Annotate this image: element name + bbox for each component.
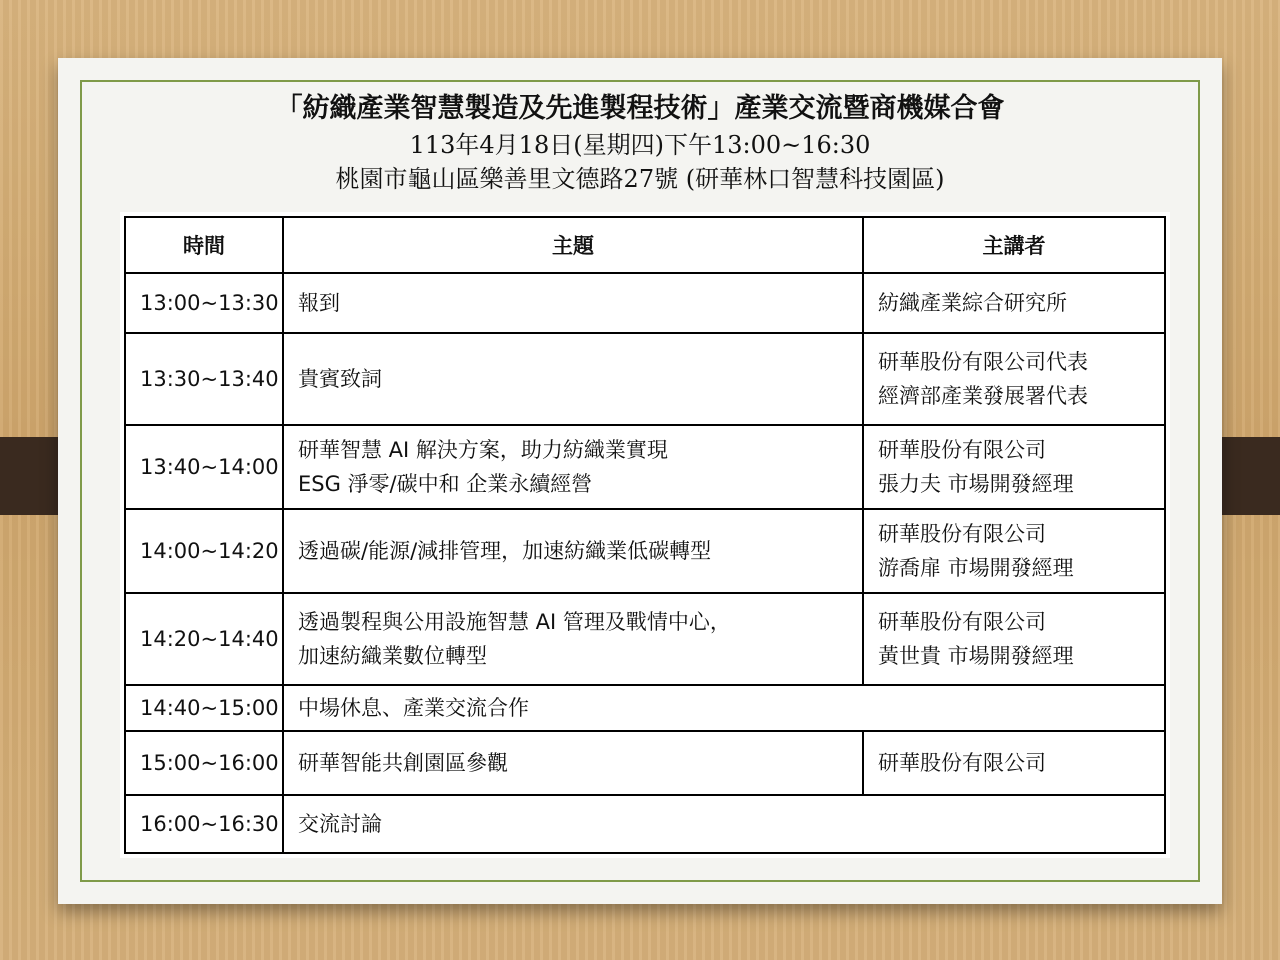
table-row: [125, 593, 1165, 685]
time-cell: 14:00~14:20: [125, 509, 283, 593]
time-cell: 13:40~14:00: [125, 425, 283, 509]
column-header-time: 時間: [125, 217, 283, 273]
topic-cell: 報到: [283, 273, 863, 333]
table-row: [125, 425, 1165, 509]
event-title: 「紡織產業智慧製造及先進製程技術」產業交流暨商機媒合會: [275, 93, 1005, 124]
time-cell: 14:40~15:00: [125, 685, 283, 731]
topic-cell: 透過製程與公用設施智慧 AI 管理及戰情中心， 加速紡織業數位轉型: [283, 593, 863, 685]
agenda-table: [124, 216, 1166, 854]
topic-cell: 研華智慧 AI 解決方案，助力紡織業實現 ESG 淨零/碳中和 企業永續經營: [283, 425, 863, 509]
speaker-cell: 研華股份有限公司 張力夫 市場開發經理: [863, 425, 1165, 509]
table-row: [125, 509, 1165, 593]
table-row: [125, 731, 1165, 795]
topic-cell: 貴賓致詞: [283, 333, 863, 425]
table-row: [125, 685, 1165, 731]
table-row: [125, 795, 1165, 853]
topic-cell: 透過碳/能源/減排管理，加速紡織業低碳轉型: [283, 509, 863, 593]
topic-cell: 中場休息、產業交流合作: [283, 685, 1165, 731]
event-venue: 桃園市龜山區樂善里文德路27號 (研華林口智慧科技園區): [335, 165, 945, 193]
time-cell: 16:00~16:30: [125, 795, 283, 853]
topic-cell: 交流討論: [283, 795, 1165, 853]
table-row: [125, 273, 1165, 333]
speaker-cell: 研華股份有限公司 黃世貴 市場開發經理: [863, 593, 1165, 685]
speaker-cell: 紡織產業綜合研究所: [863, 273, 1165, 333]
speaker-cell: 研華股份有限公司 游喬扉 市場開發經理: [863, 509, 1165, 593]
speaker-cell: 研華股份有限公司代表 經濟部產業發展署代表: [863, 333, 1165, 425]
event-header: [58, 90, 1222, 196]
column-header-speaker: 主講者: [863, 217, 1165, 273]
topic-cell: 研華智能共創園區參觀: [283, 731, 863, 795]
table-header-row: [125, 217, 1165, 273]
time-cell: 15:00~16:00: [125, 731, 283, 795]
slide-card: [58, 58, 1222, 904]
table-row: [125, 333, 1165, 425]
time-cell: 14:20~14:40: [125, 593, 283, 685]
time-cell: 13:30~13:40: [125, 333, 283, 425]
column-header-topic: 主題: [283, 217, 863, 273]
speaker-cell: 研華股份有限公司: [863, 731, 1165, 795]
time-cell: 13:00~13:30: [125, 273, 283, 333]
event-date: 113年4月18日(星期四)下午13:00~16:30: [409, 131, 871, 159]
